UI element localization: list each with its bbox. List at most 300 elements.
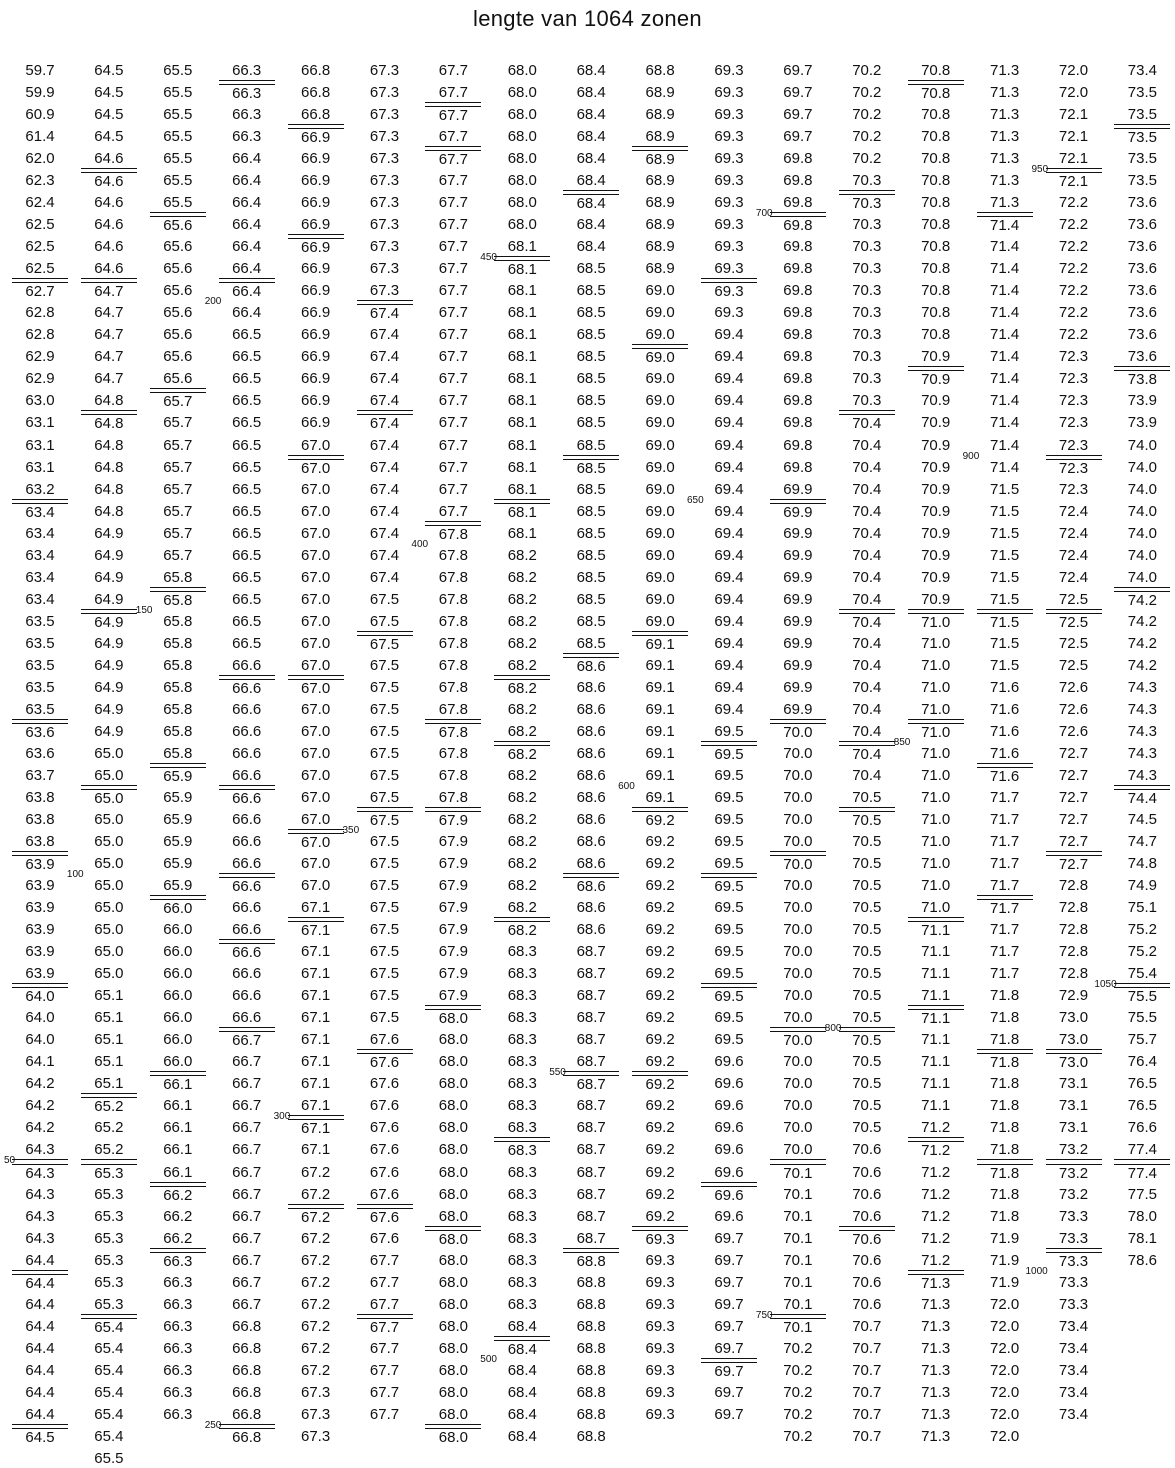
value-cell: 66.5 bbox=[232, 480, 262, 498]
value-cell: 77.4 bbox=[1114, 1164, 1170, 1182]
value-cell: 68.9 bbox=[645, 106, 675, 124]
value-cell: 69.9 bbox=[770, 503, 826, 521]
value-cell: 72.7 bbox=[1058, 766, 1089, 784]
value-cell: 67.6 bbox=[369, 1163, 400, 1181]
value-cell: 66.0 bbox=[163, 1031, 193, 1049]
value-cell: 72.6 bbox=[1058, 700, 1089, 718]
value-cell: 72.0 bbox=[989, 1405, 1020, 1423]
value-cell: 66.6 bbox=[232, 965, 262, 983]
value-cell: 70.2 bbox=[783, 1427, 813, 1445]
value-cell: 71.6 bbox=[989, 700, 1020, 718]
value-cell: 71.0 bbox=[921, 634, 951, 652]
value-cell: 69.0 bbox=[645, 282, 675, 300]
value-cell: 71.2 bbox=[921, 1229, 951, 1247]
value-cell: 70.6 bbox=[839, 1208, 895, 1227]
value-cell: 67.3 bbox=[369, 238, 400, 256]
value-cell: 67.3 bbox=[369, 84, 400, 102]
value-cell: 67.7 bbox=[438, 326, 468, 344]
value-cell: 68.8 bbox=[576, 1405, 606, 1423]
value-cell: 72.0 bbox=[989, 1427, 1020, 1445]
value-cell: 68.2 bbox=[494, 745, 550, 763]
value-cell: 66.3 bbox=[163, 1273, 193, 1291]
value-cell: 70.9 bbox=[921, 502, 951, 520]
value-cell: 64.9 bbox=[94, 524, 124, 542]
value-cell: 67.4 bbox=[369, 546, 400, 564]
value-cell: 64.2 bbox=[25, 1119, 55, 1137]
value-cell: 70.0 bbox=[770, 855, 826, 873]
value-cell: 67.7 bbox=[438, 62, 468, 79]
value-cell: 69.9 bbox=[783, 678, 813, 696]
value-cell: 65.8 bbox=[150, 745, 206, 764]
value-cell: 71.4 bbox=[989, 238, 1020, 256]
value-cell: 71.1 bbox=[921, 1075, 951, 1093]
value-cell: 64.8 bbox=[94, 436, 124, 454]
value-cell: 69.4 bbox=[714, 612, 744, 630]
value-cell: 66.8 bbox=[300, 84, 331, 102]
value-cell: 70.7 bbox=[852, 1427, 882, 1445]
value-cell: 66.6 bbox=[219, 855, 275, 874]
value-cell: 69.9 bbox=[783, 568, 813, 586]
count-marker: 400 bbox=[411, 538, 429, 550]
value-cell: 64.7 bbox=[94, 304, 124, 322]
value-cell: 65.4 bbox=[81, 1318, 137, 1336]
value-cell: 74.3 bbox=[1127, 722, 1157, 740]
value-cell: 70.8 bbox=[921, 260, 951, 278]
value-cell: 67.4 bbox=[369, 502, 400, 520]
value-cell: 66.6 bbox=[219, 657, 275, 676]
value-cell: 66.5 bbox=[232, 546, 262, 564]
value-cell: 70.5 bbox=[852, 1053, 882, 1071]
value-cell: 69.2 bbox=[645, 987, 675, 1005]
value-cell: 71.4 bbox=[989, 436, 1020, 454]
value-cell: 65.8 bbox=[150, 569, 206, 588]
value-cell: 67.7 bbox=[438, 436, 468, 454]
value-cell: 70.0 bbox=[783, 1053, 813, 1071]
value-cell: 69.2 bbox=[645, 1163, 675, 1181]
value-cell: 67.3 bbox=[369, 62, 400, 79]
value-cell: 72.7 bbox=[1058, 788, 1089, 806]
value-cell: 69.3 bbox=[645, 1295, 675, 1313]
value-cell: 68.5 bbox=[576, 304, 606, 322]
value-cell: 68.8 bbox=[576, 1383, 606, 1401]
value-cell: 63.4 bbox=[25, 546, 55, 564]
value-cell: 69.6 bbox=[714, 1207, 744, 1225]
value-cell: 67.5 bbox=[357, 635, 413, 653]
value-cell: 68.3 bbox=[507, 1097, 537, 1115]
value-cell: 67.7 bbox=[438, 172, 468, 190]
value-cell: 66.9 bbox=[300, 172, 331, 190]
value-cell: 72.1 bbox=[1058, 128, 1089, 146]
value-cell: 69.7 bbox=[714, 1273, 744, 1291]
value-cell: 68.6 bbox=[576, 833, 606, 851]
value-cell: 66.9 bbox=[300, 282, 331, 300]
value-cell: 78.0 bbox=[1127, 1207, 1157, 1225]
value-cell: 73.1 bbox=[1058, 1097, 1089, 1115]
value-cell: 66.3 bbox=[163, 1295, 193, 1313]
value-cell: 69.8 bbox=[783, 260, 813, 278]
value-cell: 70.5 bbox=[852, 943, 882, 961]
value-cell: 64.0 bbox=[12, 987, 68, 1005]
value-cell: 74.7 bbox=[1127, 833, 1157, 851]
value-cell: 68.9 bbox=[645, 216, 675, 234]
value-cell: 68.5 bbox=[576, 546, 606, 564]
value-cell: 68.3 bbox=[507, 1163, 537, 1181]
value-cell: 68.0 bbox=[438, 1053, 468, 1071]
value-cell: 66.5 bbox=[232, 524, 262, 542]
value-cell: 63.8 bbox=[25, 811, 55, 829]
value-cell: 68.6 bbox=[563, 657, 619, 675]
value-cell: 65.7 bbox=[163, 414, 193, 432]
value-cell: 66.6 bbox=[232, 899, 262, 917]
value-cell: 70.1 bbox=[770, 1318, 826, 1336]
value-cell: 68.7 bbox=[563, 1053, 619, 1072]
value-cell: 71.5 bbox=[989, 634, 1020, 652]
value-cell: 70.0 bbox=[770, 1009, 826, 1028]
value-cell: 69.7 bbox=[714, 1383, 744, 1401]
value-cell: 70.0 bbox=[783, 987, 813, 1005]
value-cell: 72.2 bbox=[1058, 238, 1089, 256]
value-cell: 74.5 bbox=[1127, 811, 1157, 829]
value-cell: 68.0 bbox=[425, 1406, 481, 1425]
value-cell: 73.9 bbox=[1127, 392, 1157, 410]
value-cell: 65.5 bbox=[163, 172, 193, 190]
value-cell: 69.7 bbox=[714, 1251, 744, 1269]
value-cell: 69.5 bbox=[714, 788, 744, 806]
value-cell: 72.2 bbox=[1058, 304, 1089, 322]
value-cell: 62.8 bbox=[25, 326, 55, 344]
value-cell: 67.6 bbox=[357, 1053, 413, 1071]
value-cell: 69.6 bbox=[714, 1053, 744, 1071]
value-cell: 67.7 bbox=[425, 128, 481, 147]
value-cell: 70.7 bbox=[852, 1405, 882, 1423]
value-cell: 71.3 bbox=[989, 106, 1020, 124]
value-cell: 66.7 bbox=[232, 1185, 262, 1203]
value-cell: 66.9 bbox=[300, 348, 331, 366]
value-cell: 69.1 bbox=[645, 744, 675, 762]
count-marker: 550 bbox=[549, 1067, 566, 1079]
value-cell: 67.0 bbox=[288, 679, 344, 697]
value-cell: 68.0 bbox=[507, 216, 537, 234]
value-cell: 72.0 bbox=[989, 1317, 1020, 1335]
value-cell: 68.0 bbox=[438, 1295, 468, 1313]
value-cell: 72.6 bbox=[1058, 678, 1089, 696]
value-cell: 71.8 bbox=[989, 1207, 1020, 1225]
value-cell: 73.6 bbox=[1127, 216, 1157, 234]
value-cell: 70.0 bbox=[783, 766, 813, 784]
value-cell: 67.1 bbox=[300, 987, 331, 1005]
value-cell: 67.0 bbox=[288, 459, 344, 477]
value-cell: 69.2 bbox=[645, 877, 675, 895]
value-cell: 72.4 bbox=[1058, 502, 1089, 520]
value-cell: 67.3 bbox=[357, 282, 413, 301]
value-cell: 66.5 bbox=[232, 370, 262, 388]
value-cell: 71.0 bbox=[921, 678, 951, 696]
value-cell: 68.4 bbox=[507, 1361, 537, 1379]
value-cell: 67.3 bbox=[369, 172, 400, 190]
value-cell: 64.4 bbox=[12, 1252, 68, 1271]
value-cell: 66.7 bbox=[232, 1141, 262, 1159]
value-cell: 68.9 bbox=[645, 194, 675, 212]
value-cell: 69.1 bbox=[645, 678, 675, 696]
value-cell: 68.0 bbox=[438, 1383, 468, 1401]
value-cell: 72.3 bbox=[1058, 414, 1089, 432]
page-title: lengte van 1064 zonen bbox=[473, 6, 702, 31]
count-marker: 700 bbox=[755, 208, 773, 220]
value-cell: 66.0 bbox=[150, 899, 206, 917]
value-cell: 69.1 bbox=[632, 789, 688, 808]
value-cell: 70.3 bbox=[852, 326, 882, 344]
value-cell: 68.0 bbox=[507, 62, 537, 79]
value-cell: 69.0 bbox=[645, 392, 675, 410]
value-cell: 68.3 bbox=[507, 1053, 537, 1071]
value-cell: 67.7 bbox=[425, 84, 481, 103]
value-cell: 65.5 bbox=[150, 194, 206, 213]
value-cell: 66.4 bbox=[232, 172, 262, 190]
value-cell: 65.5 bbox=[163, 128, 193, 146]
value-cell: 70.8 bbox=[921, 326, 951, 344]
value-cell: 69.5 bbox=[714, 833, 744, 851]
value-cell: 67.2 bbox=[288, 1208, 344, 1226]
value-cell: 71.4 bbox=[989, 414, 1020, 432]
value-cell: 71.0 bbox=[921, 656, 951, 674]
value-cell: 67.0 bbox=[300, 788, 331, 806]
value-cell: 67.1 bbox=[288, 1119, 344, 1137]
value-cell: 65.6 bbox=[163, 260, 193, 278]
value-cell: 66.6 bbox=[232, 811, 262, 829]
value-cell: 70.2 bbox=[852, 62, 882, 79]
value-cell: 71.0 bbox=[908, 613, 964, 631]
value-cell: 69.9 bbox=[783, 590, 813, 608]
value-cell: 65.1 bbox=[94, 1053, 124, 1071]
value-cell: 67.7 bbox=[438, 238, 468, 256]
value-cell: 69.4 bbox=[714, 326, 744, 344]
value-cell: 62.5 bbox=[12, 260, 68, 279]
value-cell: 69.2 bbox=[645, 1097, 675, 1115]
value-cell: 67.7 bbox=[357, 1318, 413, 1336]
value-cell: 66.2 bbox=[163, 1207, 193, 1225]
value-cell: 64.4 bbox=[25, 1339, 55, 1357]
value-cell: 71.8 bbox=[977, 1141, 1033, 1160]
value-cell: 68.3 bbox=[507, 1207, 537, 1225]
value-cell: 68.2 bbox=[494, 679, 550, 697]
value-cell: 67.9 bbox=[438, 965, 468, 983]
value-cell: 69.5 bbox=[701, 965, 757, 984]
value-cell: 71.6 bbox=[977, 767, 1033, 785]
value-cell: 71.9 bbox=[989, 1251, 1020, 1269]
value-cell: 71.0 bbox=[921, 877, 951, 895]
value-cell: 74.3 bbox=[1114, 767, 1170, 786]
value-cell: 69.6 bbox=[714, 1141, 744, 1159]
value-cell: 67.4 bbox=[369, 370, 400, 388]
value-cell: 69.7 bbox=[701, 1362, 757, 1380]
value-cell: 68.2 bbox=[494, 723, 550, 742]
value-cell: 65.3 bbox=[94, 1185, 124, 1203]
value-cell: 69.5 bbox=[714, 1031, 744, 1049]
value-cell: 67.8 bbox=[438, 590, 468, 608]
value-cell: 69.8 bbox=[783, 348, 813, 366]
value-cell: 67.8 bbox=[425, 789, 481, 808]
value-cell: 69.5 bbox=[714, 921, 744, 939]
value-cell: 71.4 bbox=[989, 370, 1020, 388]
value-cell: 66.6 bbox=[232, 744, 262, 762]
value-cell: 66.5 bbox=[232, 568, 262, 586]
value-cell: 68.2 bbox=[507, 811, 537, 829]
value-cell: 69.3 bbox=[645, 1251, 675, 1269]
value-cell: 70.5 bbox=[852, 855, 882, 873]
value-cell: 68.1 bbox=[507, 414, 537, 432]
value-cell: 74.3 bbox=[1127, 678, 1157, 696]
value-cell: 71.3 bbox=[921, 1427, 951, 1445]
value-cell: 64.2 bbox=[25, 1075, 55, 1093]
value-cell: 68.2 bbox=[507, 788, 537, 806]
value-cell: 68.2 bbox=[507, 590, 537, 608]
value-cell: 65.5 bbox=[163, 150, 193, 168]
value-cell: 62.5 bbox=[25, 216, 55, 234]
count-marker: 100 bbox=[66, 869, 84, 881]
value-cell: 71.0 bbox=[908, 701, 964, 720]
value-cell: 68.2 bbox=[507, 700, 537, 718]
value-cell: 67.0 bbox=[288, 437, 344, 456]
value-cell: 69.9 bbox=[770, 481, 826, 500]
value-cell: 69.2 bbox=[645, 921, 675, 939]
value-cell: 70.4 bbox=[852, 480, 882, 498]
value-cell: 68.6 bbox=[576, 678, 606, 696]
value-cell: 71.3 bbox=[921, 1295, 951, 1313]
value-cell: 71.4 bbox=[989, 260, 1020, 278]
value-cell: 65.0 bbox=[94, 877, 124, 895]
value-cell: 72.0 bbox=[1058, 84, 1089, 102]
value-cell: 74.3 bbox=[1127, 700, 1157, 718]
value-cell: 70.5 bbox=[852, 1097, 882, 1115]
value-cell: 67.1 bbox=[300, 1075, 331, 1093]
value-cell: 64.9 bbox=[94, 546, 124, 564]
value-cell: 66.5 bbox=[232, 612, 262, 630]
value-cell: 64.5 bbox=[94, 128, 124, 146]
value-cell: 66.5 bbox=[232, 348, 262, 366]
value-cell: 75.5 bbox=[1127, 1009, 1157, 1027]
value-cell: 69.7 bbox=[783, 62, 813, 79]
value-cell: 67.9 bbox=[438, 877, 468, 895]
value-cell: 73.4 bbox=[1127, 62, 1157, 79]
value-cell: 69.6 bbox=[714, 1119, 744, 1137]
value-cell: 68.2 bbox=[507, 612, 537, 630]
value-cell: 63.6 bbox=[25, 744, 55, 762]
value-cell: 66.7 bbox=[219, 1031, 275, 1049]
value-cell: 69.0 bbox=[645, 304, 675, 322]
value-cell: 63.8 bbox=[12, 833, 68, 852]
value-cell: 70.0 bbox=[770, 1031, 826, 1049]
value-cell: 68.6 bbox=[576, 788, 606, 806]
value-cell: 72.7 bbox=[1046, 855, 1102, 873]
value-cell: 66.0 bbox=[163, 921, 193, 939]
value-cell: 63.9 bbox=[12, 855, 68, 873]
value-cell: 69.0 bbox=[645, 480, 675, 498]
value-cell: 68.3 bbox=[507, 1251, 537, 1269]
value-cell: 72.0 bbox=[989, 1361, 1020, 1379]
value-cell: 69.8 bbox=[783, 436, 813, 454]
value-cell: 68.9 bbox=[645, 260, 675, 278]
value-cell: 63.5 bbox=[25, 634, 55, 652]
value-cell: 73.2 bbox=[1046, 1141, 1102, 1160]
value-cell: 64.3 bbox=[25, 1229, 55, 1247]
value-cell: 70.3 bbox=[852, 348, 882, 366]
value-cell: 68.5 bbox=[576, 348, 606, 366]
value-cell: 66.4 bbox=[232, 216, 262, 234]
value-cell: 63.8 bbox=[25, 788, 55, 806]
value-cell: 67.8 bbox=[438, 568, 468, 586]
value-cell: 77.5 bbox=[1127, 1185, 1157, 1203]
value-cell: 63.1 bbox=[25, 458, 55, 476]
value-cell: 64.7 bbox=[81, 282, 137, 300]
value-cell: 73.6 bbox=[1127, 282, 1157, 300]
value-cell: 66.1 bbox=[150, 1075, 206, 1093]
value-cell: 61.4 bbox=[25, 128, 55, 146]
value-cell: 68.0 bbox=[438, 1339, 468, 1357]
value-cell: 70.0 bbox=[783, 899, 813, 917]
value-cell: 70.1 bbox=[783, 1273, 813, 1291]
value-cell: 67.5 bbox=[369, 744, 400, 762]
value-cell: 62.8 bbox=[25, 304, 55, 322]
value-cell: 65.5 bbox=[163, 106, 193, 124]
value-cell: 65.0 bbox=[94, 855, 124, 873]
value-cell: 66.5 bbox=[232, 590, 262, 608]
value-cell: 70.5 bbox=[852, 1119, 882, 1137]
value-cell: 70.8 bbox=[921, 150, 951, 168]
value-cell: 67.7 bbox=[438, 304, 468, 322]
value-cell: 66.3 bbox=[163, 1339, 193, 1357]
value-cell: 69.3 bbox=[714, 238, 744, 256]
value-cell: 64.7 bbox=[94, 370, 124, 388]
value-cell: 66.8 bbox=[232, 1361, 262, 1379]
value-cell: 65.9 bbox=[150, 767, 206, 785]
value-cell: 68.7 bbox=[576, 1097, 606, 1115]
value-cell: 74.3 bbox=[1127, 744, 1157, 762]
value-cell: 66.5 bbox=[232, 414, 262, 432]
value-cell: 73.5 bbox=[1114, 106, 1170, 125]
value-cell: 66.3 bbox=[219, 84, 275, 102]
value-cell: 64.8 bbox=[94, 458, 124, 476]
value-cell: 70.0 bbox=[770, 723, 826, 741]
value-cell: 68.6 bbox=[576, 744, 606, 762]
value-cell: 68.5 bbox=[563, 459, 619, 477]
value-cell: 70.7 bbox=[852, 1383, 882, 1401]
value-cell: 67.0 bbox=[288, 811, 344, 830]
value-cell: 70.0 bbox=[783, 811, 813, 829]
value-cell: 70.5 bbox=[839, 1009, 895, 1028]
value-cell: 68.7 bbox=[576, 1031, 606, 1049]
value-cell: 68.6 bbox=[576, 700, 606, 718]
value-cell: 68.8 bbox=[645, 62, 675, 79]
value-cell: 70.2 bbox=[852, 106, 882, 124]
value-cell: 73.6 bbox=[1127, 260, 1157, 278]
value-cell: 67.7 bbox=[438, 282, 468, 300]
value-cell: 70.8 bbox=[921, 194, 951, 212]
value-cell: 70.5 bbox=[852, 921, 882, 939]
value-cell: 73.6 bbox=[1127, 238, 1157, 256]
value-cell: 70.1 bbox=[783, 1185, 813, 1203]
value-cell: 67.3 bbox=[369, 150, 400, 168]
value-cell: 69.3 bbox=[714, 128, 744, 146]
value-cell: 70.2 bbox=[852, 150, 882, 168]
value-cell: 71.5 bbox=[977, 613, 1033, 631]
value-cell: 67.0 bbox=[300, 612, 331, 630]
value-cell: 68.7 bbox=[576, 1009, 606, 1027]
value-cell: 71.8 bbox=[977, 1164, 1033, 1182]
value-cell: 69.2 bbox=[645, 1031, 675, 1049]
value-cell: 65.0 bbox=[94, 744, 124, 762]
value-cell: 67.7 bbox=[369, 1339, 400, 1357]
value-cell: 65.0 bbox=[94, 899, 124, 917]
